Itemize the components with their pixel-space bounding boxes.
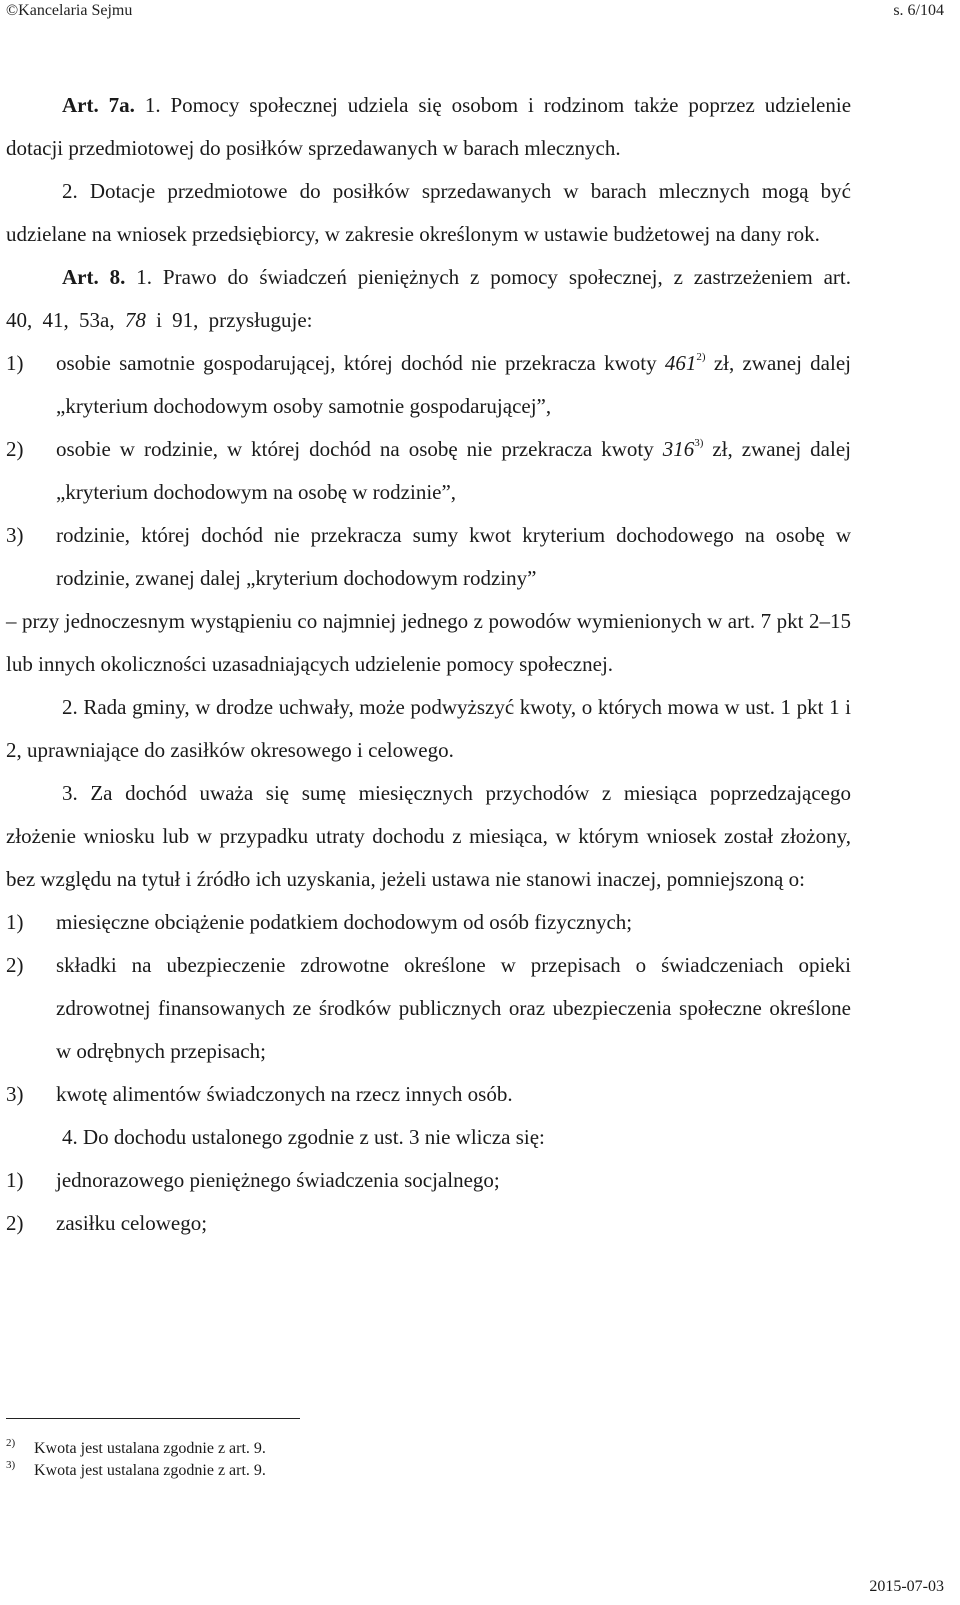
document-body — [6, 84, 851, 1245]
art-8-deduction-item-3 — [6, 1073, 851, 1116]
art-8-paragraph-2: 2. Rada gminy, w drodze uchwały, może podwyższyć kwoty, o których mowa w ust. 1 pkt 1 i 2, uprawniające do zasiłków okresowego i celowego. — [6, 695, 851, 762]
page-header — [6, 0, 944, 22]
list-item-text: osobie w rodzinie, w której dochód na osobę nie przekracza kwoty — [56, 437, 663, 461]
footnote-ref: 3) — [694, 437, 704, 449]
amount-value: 461 — [664, 351, 697, 375]
footnote-text: Kwota jest ustalana zgodnie z art. 9. — [34, 1440, 266, 1457]
footnote-ref: 2) — [696, 351, 706, 363]
footnote — [6, 1438, 266, 1460]
list-item-number: 3) — [6, 1082, 24, 1106]
list-item-text: zasiłku celowego; — [56, 1211, 208, 1235]
art-8-exclusion-item-1 — [6, 1159, 851, 1202]
art-8-deduction-item-2 — [6, 944, 851, 1073]
list-item-text: osobie samotnie gospodarującej, której dochód nie przekracza kwoty — [56, 351, 665, 375]
list-item-text-after: zł, zwanej dalej „kryterium dochodowym na osobę w rodzinie”, — [56, 437, 851, 504]
art-8-heading: Art. 8. — [62, 265, 126, 289]
art-8-paragraph-3: 3. Za dochód uważa się sumę miesięcznych przychodów z miesiąca poprzedzającego złożenie wniosku lub w przypadku utraty dochodu z miesiąca, w którym wniosek został złożony, bez względu na tytuł i źródło ich uzyskania, jeżeli ustawa nie stanowi inaczej, pomniejszoną o: — [6, 781, 851, 891]
header-copyright: ©Kancelaria Sejmu — [6, 2, 133, 19]
list-item-text: składki na ubezpieczenie zdrowotne określone w przepisach o świadczeniach opieki zdrowotnej finansowanych ze środków publicznych oraz ubezpieczenia społeczne określone w odrębnych przepisach; — [56, 953, 851, 1063]
footnote-number: 3) — [6, 1459, 16, 1471]
list-item-text: rodzinie, której dochód nie przekracza sumy kwot kryterium dochodowego na osobę w rodzinie, zwanej dalej „kryterium dochodowym rodziny” — [56, 523, 851, 590]
amount-value: 316 — [662, 437, 695, 461]
list-item-text: jednorazowego pieniężnego świadczenia socjalnego; — [56, 1168, 500, 1192]
list-item-number: 3) — [6, 523, 24, 547]
art-8-p1-start: 1. Prawo do świadczeń pieniężnych z pomocy społecznej, z zastrzeżeniem art. 40, 41, 53a, — [6, 265, 852, 332]
art-7a-p1-text: 1. Pomocy społecznej udziela się osobom i rodzinom także poprzez udzielenie dotacji przedmiotowej do posiłków sprzedawanych w barach mlecznych. — [6, 93, 852, 160]
footnotes — [6, 1438, 266, 1482]
list-item-number: 2) — [6, 1211, 24, 1235]
list-item-number: 1) — [6, 910, 24, 934]
list-item-number: 1) — [6, 351, 24, 375]
art-8-deduction-item-1 — [6, 901, 851, 944]
art-8-exclusion-item-2 — [6, 1202, 851, 1245]
footnote-number: 2) — [6, 1437, 16, 1449]
footnote-text: Kwota jest ustalana zgodnie z art. 9. — [34, 1462, 266, 1479]
art-8-list-item-2 — [6, 428, 851, 514]
art-8-list-item-3 — [6, 514, 851, 600]
list-item-text: kwotę alimentów świadczonych na rzecz innych osób. — [56, 1082, 513, 1106]
art-8-trailer: – przy jednoczesnym wystąpieniu co najmniej jednego z powodów wymienionych w art. 7 pkt 2–15 lub innych okoliczności uzasadniających udzielenie pomocy społecznej. — [6, 609, 851, 676]
list-item-number: 2) — [6, 437, 24, 461]
art-8-list-item-1 — [6, 342, 851, 428]
footnote-separator — [6, 1418, 300, 1419]
art-8-paragraph-4: 4. Do dochodu ustalonego zgodnie z ust. 3 nie wlicza się: — [62, 1125, 545, 1149]
art-8-paragraph-1 — [6, 256, 851, 342]
art-7a-paragraph-1 — [6, 84, 851, 170]
footer-date: 2015-07-03 — [869, 1578, 944, 1595]
list-item-text-after: zł, zwanej dalej „kryterium dochodowym osoby samotnie gospodarującej”, — [56, 351, 851, 418]
header-page-number: s. 6/104 — [893, 2, 944, 19]
art-8-p1-end: i 91, przysługuje: — [145, 308, 313, 332]
art-7a-paragraph-2: 2. Dotacje przedmiotowe do posiłków sprzedawanych w barach mlecznych mogą być udzielane na wniosek przedsiębiorcy, w zakresie określonym w ustawie budżetowej na dany rok. — [6, 179, 851, 246]
footnote — [6, 1460, 266, 1482]
list-item-number: 1) — [6, 1168, 24, 1192]
art-7a-heading: Art. 7a. — [62, 93, 135, 117]
art-8-p1-italic: 78 — [124, 308, 146, 332]
list-item-text: miesięczne obciążenie podatkiem dochodowym od osób fizycznych; — [56, 910, 633, 934]
list-item-number: 2) — [6, 953, 24, 977]
